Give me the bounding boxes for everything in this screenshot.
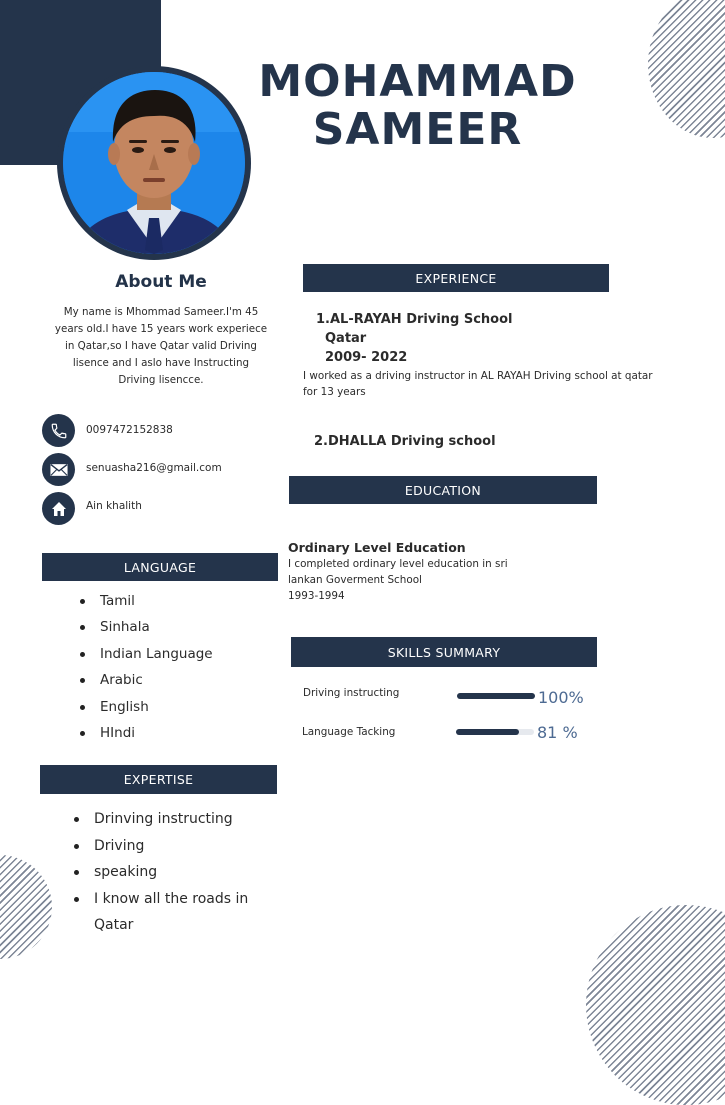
language-heading: LANGUAGE bbox=[42, 553, 278, 581]
hatched-circle-top-right bbox=[648, 0, 725, 138]
list-item: HIndi bbox=[78, 720, 278, 746]
skill-bar-track bbox=[457, 693, 535, 699]
job1-description: I worked as a driving instructor in AL RAYAH Driving school at qatar for 13 years bbox=[303, 370, 653, 398]
address: Ain khalith bbox=[86, 500, 142, 512]
expertise-heading: EXPERTISE bbox=[40, 765, 277, 794]
skill-label: Driving instructing bbox=[303, 687, 400, 699]
list-item: Driving bbox=[72, 833, 257, 860]
phone-icon bbox=[42, 414, 75, 447]
hatched-circle-bottom-right bbox=[586, 905, 725, 1105]
last-name: SAMEER bbox=[312, 104, 523, 155]
education-title: Ordinary Level Education bbox=[288, 540, 466, 555]
experience-heading: EXPERIENCE bbox=[303, 264, 609, 292]
skills-heading: SKILLS SUMMARY bbox=[291, 637, 597, 667]
list-item: Tamil bbox=[78, 588, 278, 614]
email-icon bbox=[42, 453, 75, 486]
about-heading: About Me bbox=[115, 272, 207, 292]
skill-label: Language Tacking bbox=[302, 726, 396, 738]
language-list bbox=[78, 588, 278, 746]
skill-percent: 81 % bbox=[537, 723, 578, 742]
education-years: 1993-1994 bbox=[288, 590, 345, 602]
skill-bar-fill bbox=[457, 693, 535, 699]
list-item: Sinhala bbox=[78, 614, 278, 640]
profile-photo bbox=[57, 66, 251, 260]
list-item: speaking bbox=[72, 859, 257, 886]
education-heading: EDUCATION bbox=[289, 476, 597, 504]
skill-bar-track bbox=[456, 729, 534, 735]
expertise-list bbox=[72, 806, 257, 939]
hatched-circle-left bbox=[0, 855, 52, 959]
about-text: My name is Mhommad Sameer.I'm 45 years old.I have 15 years work experiece in Qatar,so I have Qatar valid Driving lisence and I aslo have Instructing Driving lisencce. bbox=[54, 306, 268, 386]
list-item: I know all the roads in Qatar bbox=[72, 886, 257, 939]
skill-bar-fill bbox=[456, 729, 519, 735]
job2-title: 2.DHALLA Driving school bbox=[314, 434, 496, 449]
list-item: Indian Language bbox=[78, 641, 278, 667]
skill-percent: 100% bbox=[538, 688, 584, 707]
first-name: MOHAMMAD bbox=[258, 56, 577, 107]
list-item: Arabic bbox=[78, 667, 278, 693]
job1-title: 1.AL-RAYAH Driving School bbox=[316, 312, 513, 327]
education-description: I completed ordinary level education in sri lankan Goverment School bbox=[288, 558, 508, 586]
email-address[interactable]: senuasha216@gmail.com bbox=[86, 462, 222, 474]
portrait-image bbox=[63, 72, 245, 254]
job1-period: 2009- 2022 bbox=[325, 350, 408, 365]
phone-number[interactable]: 0097472152838 bbox=[86, 424, 173, 436]
list-item: Drinving instructing bbox=[72, 806, 257, 833]
home-icon bbox=[42, 492, 75, 525]
list-item: English bbox=[78, 694, 278, 720]
job1-location: Qatar bbox=[325, 331, 367, 346]
